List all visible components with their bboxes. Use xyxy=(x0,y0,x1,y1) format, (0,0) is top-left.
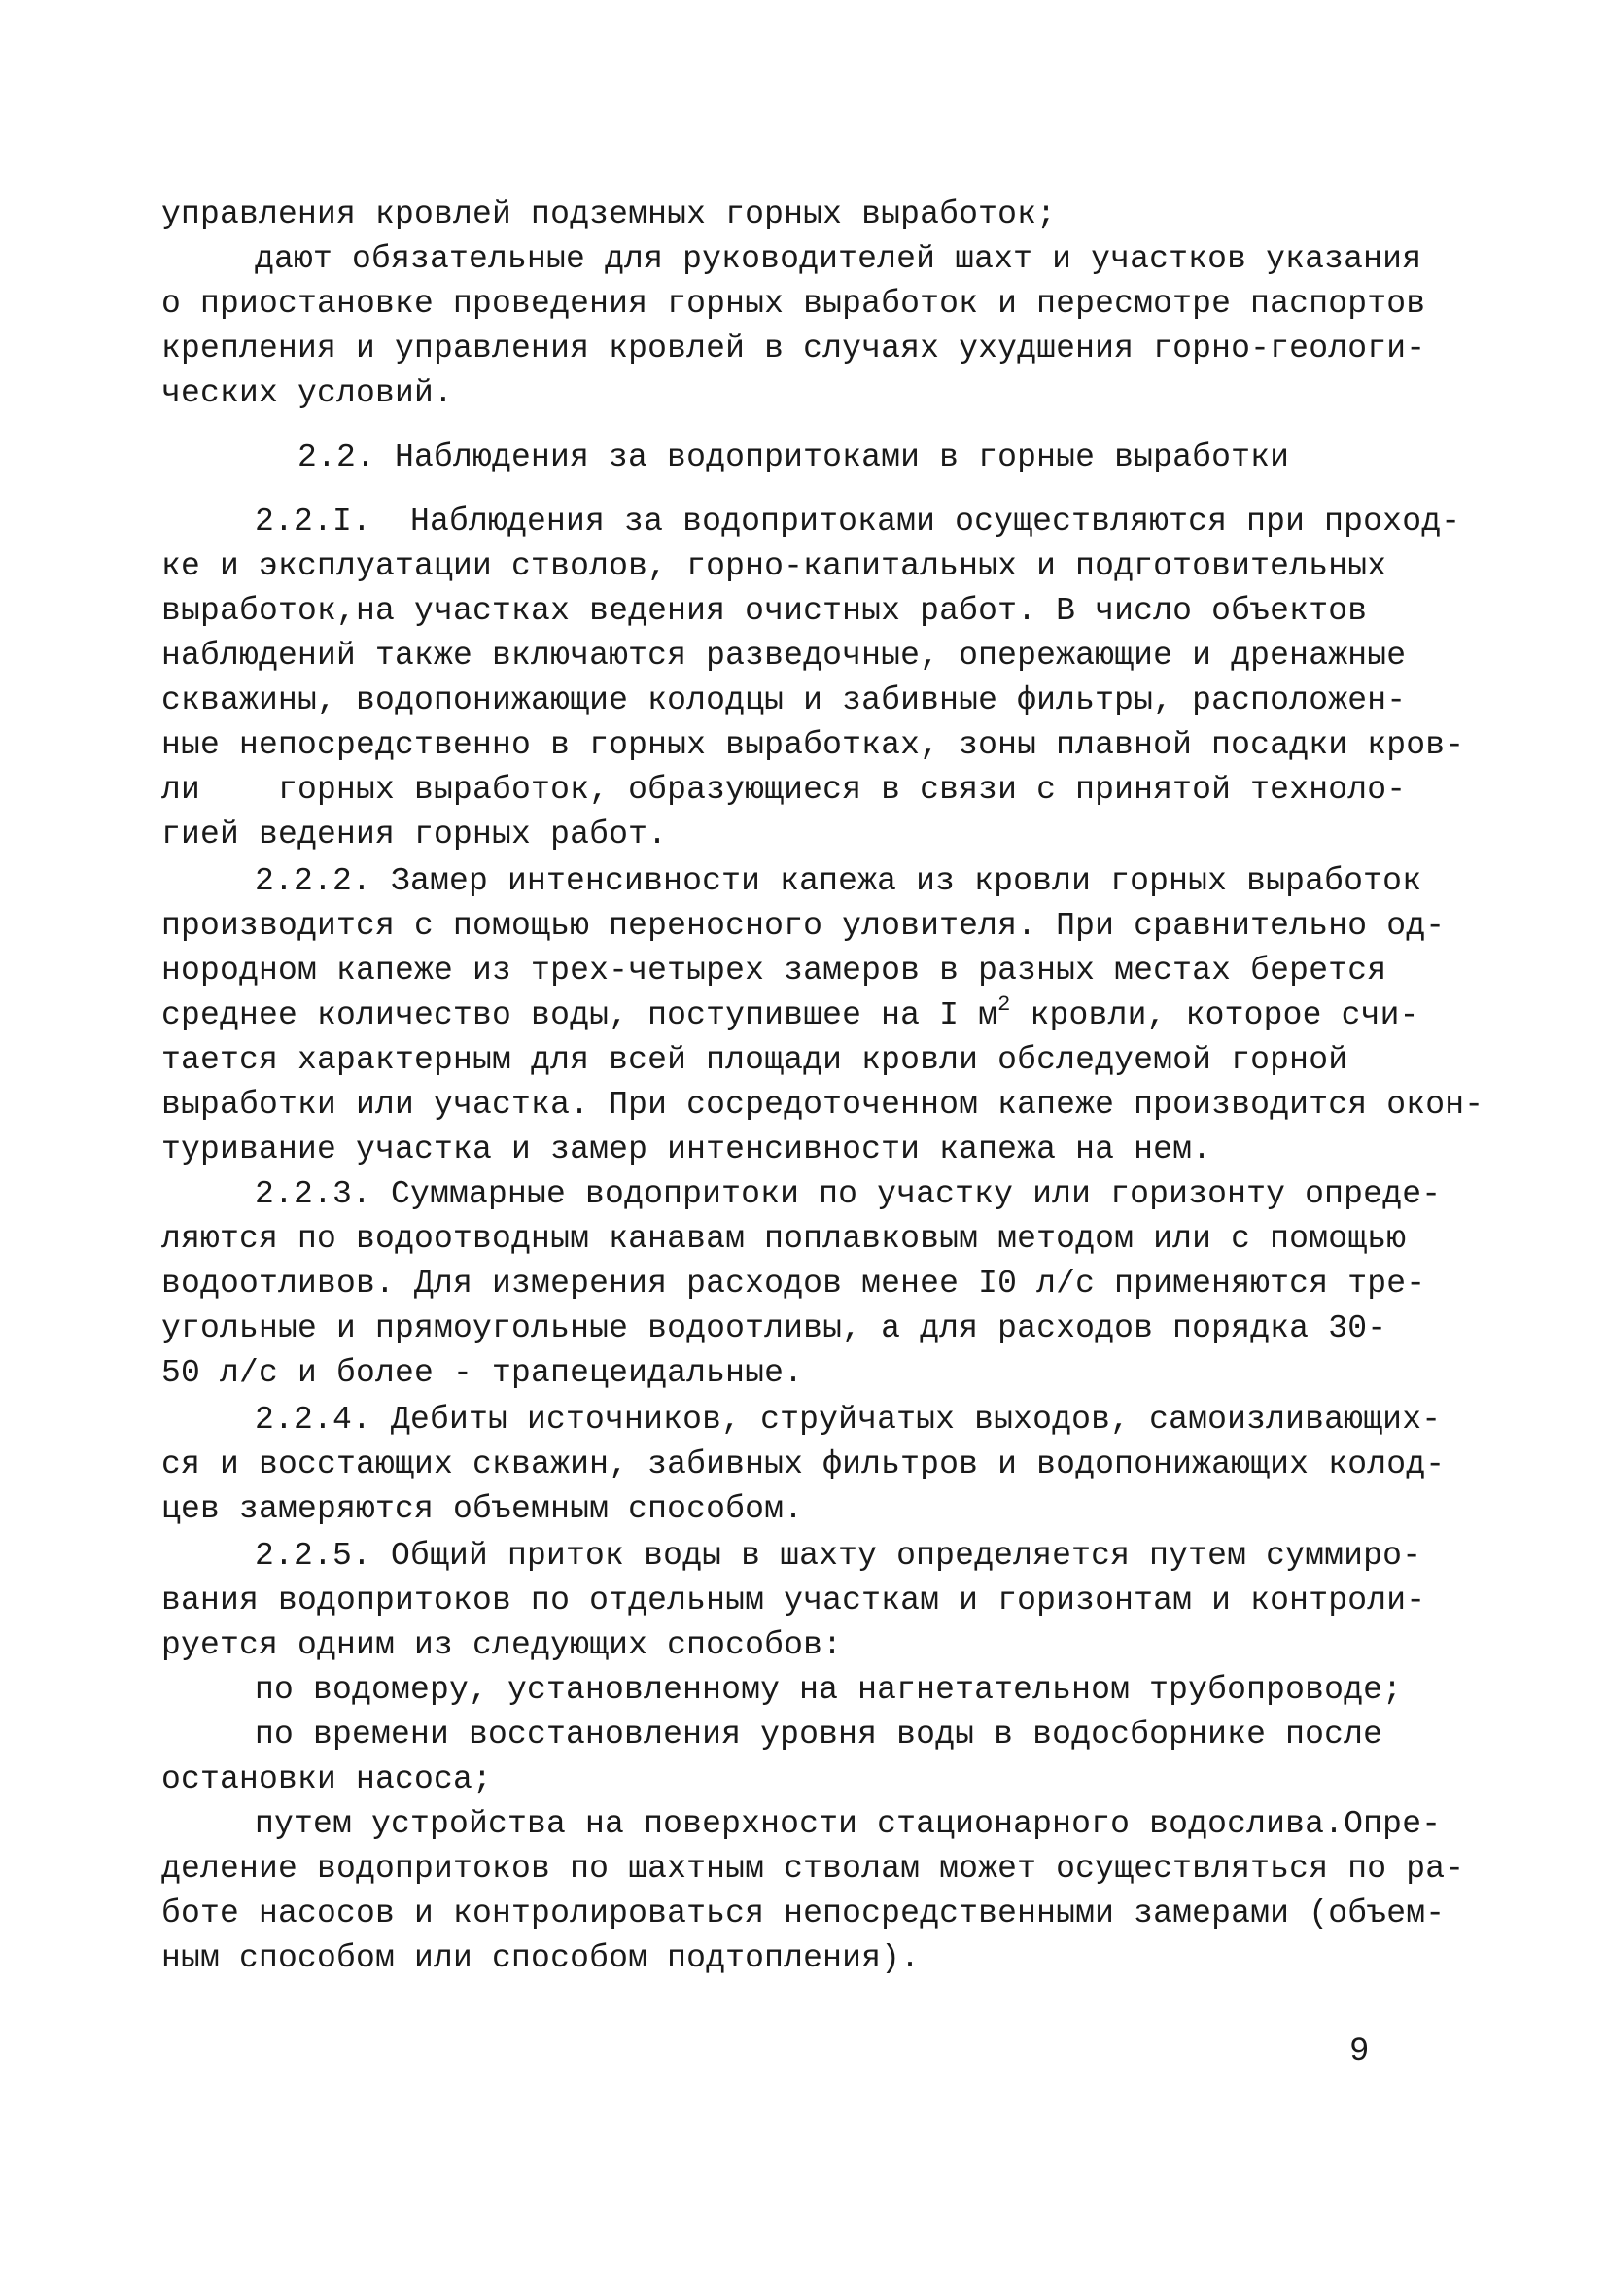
text-line: 2.2.3. Суммарные водопритоки по участку или горизонту опреде- xyxy=(255,1176,1442,1212)
text-line: управления кровлей подземных горных выработок; xyxy=(161,196,1057,232)
text-line: ным способом или способом подтопления). xyxy=(161,1940,921,1976)
text-line: ляются по водоотводным канавам поплавковым методом или с помощью xyxy=(161,1221,1407,1257)
text-line: боте насосов и контролироваться непосредственными замерами (объем- xyxy=(161,1896,1446,1931)
superscript: 2 xyxy=(997,992,1011,1017)
text-line: 2.2.4. Дебиты источников, струйчатых выходов, самоизливающих- xyxy=(255,1402,1442,1438)
text-line: водоотливов. Для измерения расходов менее I0 л/с применяются тре- xyxy=(161,1266,1426,1302)
text-line: 50 л/с и более - трапецеидальные. xyxy=(161,1355,804,1391)
text-line: выработки или участка. При сосредоточенном капеже производится окон- xyxy=(161,1087,1485,1123)
text-line: тается характерным для всей площади кровли обследуемой горной xyxy=(161,1042,1348,1078)
page-number: 9 xyxy=(1349,2034,1370,2070)
text-segment: кровли, которое счи- xyxy=(1010,997,1419,1033)
text-line: деление водопритоков по шахтным стволам может осуществляться по ра- xyxy=(161,1851,1465,1887)
text-line: крепления и управления кровлей в случаях ухудшения горно-геологи- xyxy=(161,330,1426,366)
text-line: дают обязательные для руководителей шахт и участков указания xyxy=(255,241,1422,277)
text-line: ся и восстающих скважин, забивных фильтров и водопонижающих колод- xyxy=(161,1446,1446,1482)
text-line: остановки насоса; xyxy=(161,1761,493,1797)
text-line: ческих условий. xyxy=(161,375,454,411)
text-line: производится с помощью переносного уловителя. При сравнительно од- xyxy=(161,908,1446,944)
section-heading: 2.2. Наблюдения за водопритоками в горные выработки xyxy=(297,439,1290,475)
text-line: о приостановке проведения горных выработок и пересмотре паспортов xyxy=(161,286,1426,322)
text-line: по времени восстановления уровня воды в водосборнике после xyxy=(255,1717,1383,1753)
text-line: гией ведения горных работ. xyxy=(161,817,668,852)
text-line: выработок,на участках ведения очистных работ. В число объектов xyxy=(161,593,1368,629)
text-line: цев замеряются объемным способом. xyxy=(161,1491,804,1527)
text-line: руется одним из следующих способов: xyxy=(161,1627,843,1663)
text-line: скважины, водопонижающие колодцы и забивные фильтры, расположен- xyxy=(161,682,1407,718)
text-line: ке и эксплуатации стволов, горно-капитальных и подготовительных xyxy=(161,548,1387,584)
text-line: путем устройства на поверхности стационарного водослива.Опре- xyxy=(255,1806,1442,1842)
text-line: ли горных выработок, образующиеся в связи с принятой техноло- xyxy=(161,772,1407,808)
text-line: по водомеру, установленному на нагнетательном трубопроводе; xyxy=(255,1672,1403,1708)
text-line: туривание участка и замер интенсивности капежа на нем. xyxy=(161,1131,1212,1167)
text-line: наблюдений также включаются разведочные, опережающие и дренажные xyxy=(161,638,1407,674)
text-segment: среднее количество воды, поступившее на I м xyxy=(161,997,998,1033)
text-line: нородном капеже из трех-четырех замеров в разных местах берется xyxy=(161,953,1387,989)
text-line-with-superscript xyxy=(161,992,1419,1033)
text-line: 2.2.5. Общий приток воды в шахту определяется путем суммиро- xyxy=(255,1538,1422,1574)
text-line: 2.2.2. Замер интенсивности капежа из кровли горных выработок xyxy=(255,863,1422,899)
text-line: вания водопритоков по отдельным участкам и горизонтам и контроли- xyxy=(161,1583,1426,1618)
text-line: угольные и прямоугольные водоотливы, а для расходов порядка 30- xyxy=(161,1310,1387,1346)
text-line: 2.2.I. Наблюдения за водопритоками осуществляются при проход- xyxy=(255,504,1461,539)
text-line: ные непосредственно в горных выработках, зоны плавной посадки кров- xyxy=(161,727,1465,763)
